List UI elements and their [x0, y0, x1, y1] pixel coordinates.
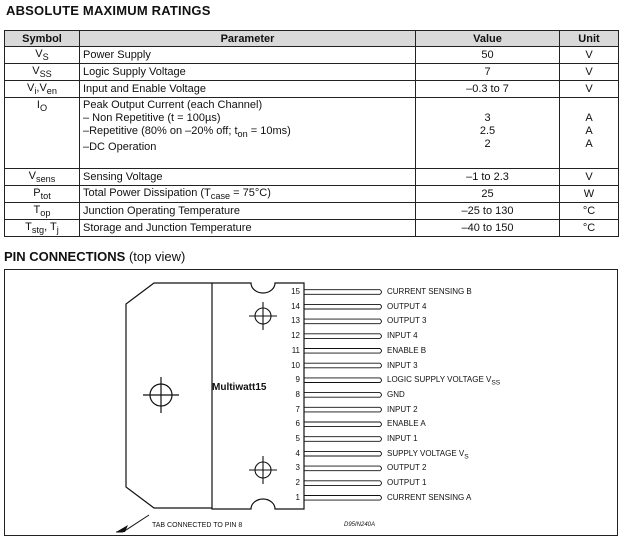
pin-number: 15 — [291, 287, 300, 296]
chip-name: Multiwatt15 — [212, 382, 267, 393]
pin-label: LOGIC SUPPLY VOLTAGE $V_{SS}$ — [387, 375, 501, 387]
table-row — [5, 203, 619, 220]
table-row — [5, 169, 619, 186]
unit-cell: °C — [560, 203, 619, 220]
unit-cell: A A A — [560, 98, 619, 169]
value-cell: –40 to 150 — [416, 220, 560, 237]
unit-cell: W — [560, 186, 619, 203]
pin-lead — [304, 349, 382, 354]
parameter-cell: Storage and Junction Temperature — [80, 220, 416, 237]
ratings-table — [4, 30, 619, 237]
pin-lead — [304, 304, 382, 309]
parameter-cell: Power Supply — [80, 47, 416, 64]
unit-cell: °C — [560, 220, 619, 237]
pin-diagram — [4, 266, 618, 536]
parameter-cell: Junction Operating Temperature — [80, 203, 416, 220]
section-title-ratings: ABSOLUTE MAXIMUM RATINGS — [6, 3, 211, 18]
pin-lead — [304, 466, 382, 471]
parameter-cell: Total Power Dissipation $(T_{case} = 75^\circ C)$ — [80, 186, 416, 203]
pin-lead — [304, 451, 382, 456]
parameter-cell: Sensing Voltage — [80, 169, 416, 186]
parameter-cell: Peak Output Current (each Channel) – Non Repetitive (t = 100µs) –Repetitive (80% on –20% off; $t_{on} = 10ms$) –DC Operation — [80, 98, 416, 169]
pin-label: CURRENT SENSING A — [387, 492, 472, 502]
pin-lead — [304, 290, 382, 295]
table-row — [5, 47, 619, 64]
parameter-cell: Logic Supply Voltage — [80, 64, 416, 81]
symbol-cell: $I_O$ — [5, 98, 80, 169]
symbol-cell: $V_i,V_{en}$ — [5, 81, 80, 98]
pin-lead — [304, 437, 382, 442]
pin-number: 4 — [295, 448, 300, 458]
pin-number: 11 — [291, 345, 300, 355]
pin-number: 7 — [295, 404, 300, 414]
pin-number: 6 — [295, 419, 300, 429]
pin-label: OUTPUT 3 — [387, 316, 427, 326]
unit-cell: V — [560, 64, 619, 81]
pin-lead — [304, 363, 382, 368]
table-row — [5, 220, 619, 237]
pin-lead — [304, 319, 382, 324]
header-symbol: Symbol — [5, 31, 80, 47]
pin-number: 9 — [295, 375, 300, 385]
header-parameter: Parameter — [80, 31, 416, 47]
value-cell: –25 to 130 — [416, 203, 560, 220]
value-cell: –1 to 2.3 — [416, 169, 560, 186]
unit-cell: V — [560, 47, 619, 64]
pin-lead — [304, 407, 382, 412]
symbol-cell: $V_S$ — [5, 47, 80, 64]
value-cell: 50 — [416, 47, 560, 64]
pin-number: 3 — [295, 463, 300, 473]
unit-cell: V — [560, 169, 619, 186]
pin-label: INPUT 4 — [387, 331, 418, 341]
pin-number: 1 — [295, 492, 300, 502]
pin-number: 8 — [295, 389, 300, 399]
header-value: Value — [416, 31, 560, 47]
value-cell: –0.3 to 7 — [416, 81, 560, 98]
pin-lead — [304, 393, 382, 398]
table-row — [5, 64, 619, 81]
package-drawing — [4, 266, 618, 536]
table-row — [5, 98, 619, 169]
table-row — [5, 81, 619, 98]
crosshair-icon — [249, 456, 277, 484]
pin-number: 5 — [295, 434, 300, 443]
pin-lead — [304, 422, 382, 427]
pin-label: OUTPUT 1 — [387, 478, 427, 488]
pin-number: 10 — [291, 360, 300, 370]
value-cell: 25 — [416, 186, 560, 203]
crosshair-icon — [249, 302, 277, 330]
pin-number: 2 — [295, 478, 300, 488]
pin-label: INPUT 2 — [387, 404, 418, 414]
symbol-cell: $T_{stg}$, $T_j$ — [5, 220, 80, 237]
symbol-cell: $V_{SS}$ — [5, 64, 80, 81]
mounting-hole-icon — [143, 377, 179, 413]
parameter-cell: Input and Enable Voltage — [80, 81, 416, 98]
pin-label: SUPPLY VOLTAGE $V_S$ — [387, 448, 469, 461]
pin-label: CURRENT SENSING B — [387, 287, 472, 296]
symbol-cell: $T_{op}$ — [5, 203, 80, 220]
drawing-code: D95IN240A — [344, 522, 376, 528]
pin-label: ENABLE B — [387, 345, 427, 355]
unit-cell: V — [560, 81, 619, 98]
pin-label: ENABLE A — [387, 419, 426, 429]
pin-lead — [304, 334, 382, 339]
tab-note: TAB CONNECTED TO PIN 8 — [152, 522, 243, 529]
pin-number: 12 — [291, 331, 300, 341]
pin-number: 13 — [291, 316, 300, 326]
symbol-cell: $V_{sens}$ — [5, 169, 80, 186]
pin-leads — [304, 290, 382, 500]
section-title-pins: PIN CONNECTIONS (top view) — [4, 249, 186, 264]
pin-label: GND — [387, 389, 405, 399]
pin-lead — [304, 496, 382, 501]
pin-lead — [304, 378, 382, 383]
header-unit: Unit — [560, 31, 619, 47]
table-header-row — [5, 31, 619, 47]
table-row — [5, 186, 619, 203]
pin-lead — [304, 481, 382, 486]
pin-number: 14 — [291, 301, 300, 311]
pin-label: OUTPUT 4 — [387, 301, 427, 311]
pin-label: INPUT 3 — [387, 360, 418, 370]
value-cell: 7 — [416, 64, 560, 81]
value-cell: 3 2.5 2 — [416, 98, 560, 169]
symbol-cell: $P_{tot}$ — [5, 186, 80, 203]
pin-label: OUTPUT 2 — [387, 463, 427, 473]
arrow-icon — [116, 515, 149, 532]
pin-label: INPUT 1 — [387, 434, 418, 443]
